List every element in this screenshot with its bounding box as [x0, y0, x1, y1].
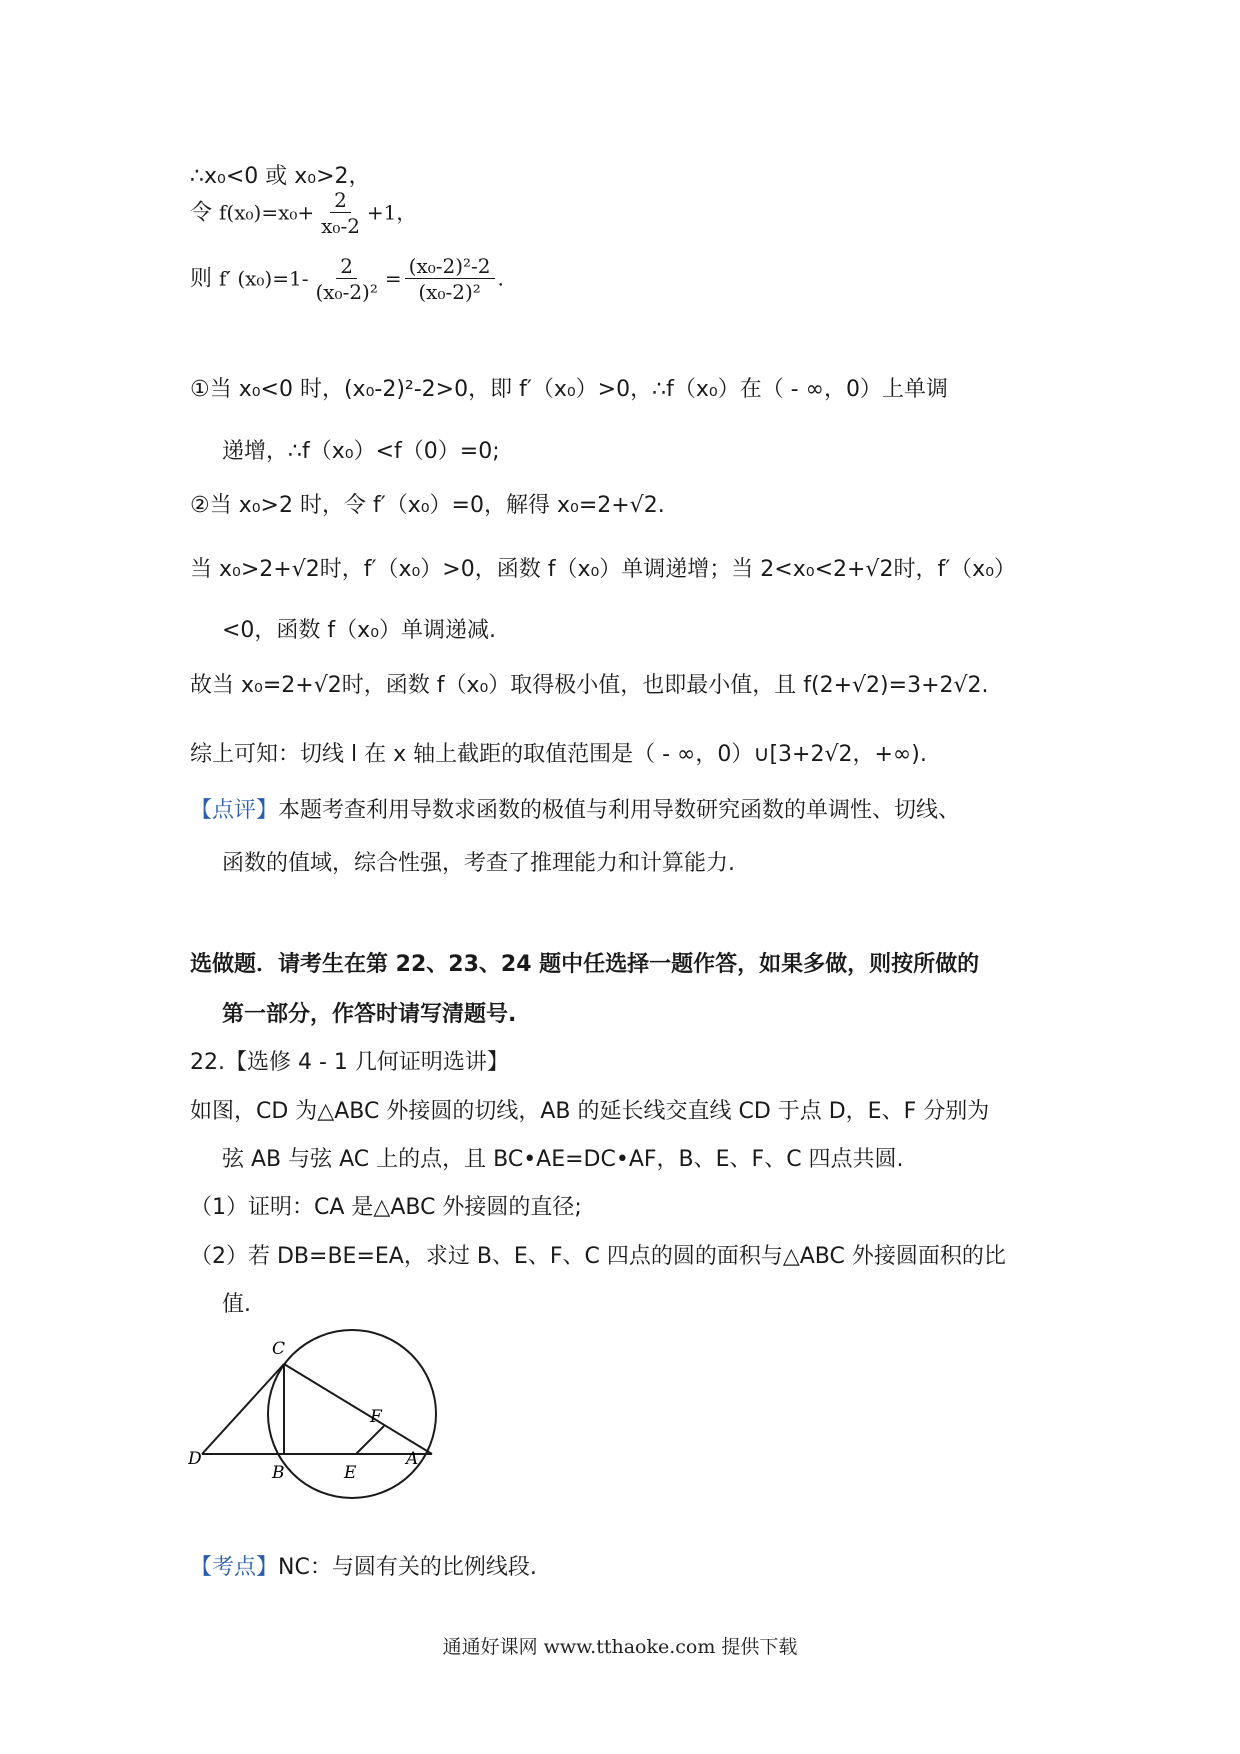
page-footer: 通通好课网 www.tthaoke.com 提供下载	[442, 1636, 798, 1658]
section-heading	[222, 1000, 516, 1030]
fraction	[317, 188, 364, 239]
denominator: (x₀-2)²	[418, 280, 481, 304]
text: 递增，∴f（x₀）<f（0）=0;	[222, 439, 500, 464]
text: 本题考查利用导数求函数的极值与利用导数研究函数的单调性、切线、	[278, 798, 961, 823]
formula-text: +1，	[366, 200, 417, 225]
text-line	[190, 740, 927, 770]
text-line	[222, 1290, 251, 1320]
text: （1）证明：CA 是△ABC 外接圆的直径;	[190, 1195, 582, 1220]
comment-line	[190, 796, 960, 826]
numerator: 2	[336, 254, 357, 279]
text: 弦 AB 与弦 AC 上的点，且 BC•AE=DC•AF，B、E、F、C 四点共圆.	[222, 1147, 904, 1172]
denominator: x₀-2	[321, 214, 360, 238]
formula-line	[190, 254, 504, 305]
text: 则	[190, 266, 213, 292]
text-line	[190, 555, 1016, 585]
comment-tag: 【点评】	[190, 798, 279, 823]
numerator: (x₀-2)²-2	[405, 254, 495, 279]
text: 第一部分，作答时请写清题号.	[222, 1002, 517, 1027]
formula-line	[190, 188, 416, 239]
text: ②当 x₀>2 时，令 f′（x₀）=0，解得 x₀=2+√2.	[190, 493, 665, 518]
text: <0，函数 f（x₀）单调递减.	[222, 618, 497, 643]
point-label-a: A	[406, 1449, 419, 1469]
text: ①当 x₀<0 时，(x₀-2)²-2>0，即 f′（x₀）>0，∴f（x₀）在（ - ∞，0）上单调	[190, 377, 948, 402]
text: 值.	[222, 1292, 251, 1317]
text-line	[190, 1193, 582, 1223]
text-line	[190, 671, 989, 701]
fraction	[405, 254, 495, 305]
text-line	[190, 1097, 989, 1127]
text: 如图，CD 为△ABC 外接圆的切线，AB 的延长线交直线 CD 于点 D，E、F 分别为	[190, 1099, 990, 1124]
knowledge-point-tag: 【考点】	[190, 1555, 279, 1580]
text: ∴x₀<0 或 x₀>2，	[190, 164, 371, 189]
segment-ca	[284, 1364, 432, 1454]
question-number	[190, 1048, 509, 1078]
text-line	[190, 491, 665, 521]
geometry-figure	[188, 1328, 448, 1504]
point-label-e: E	[344, 1463, 357, 1483]
text-line	[222, 437, 500, 467]
formula-text: .	[497, 266, 504, 291]
text: （2）若 DB=BE=EA，求过 B、E、F、C 四点的圆的面积与△ABC 外接圆面积的比	[190, 1244, 1006, 1269]
text: 22.【选修 4 - 1 几何证明选讲】	[190, 1050, 509, 1075]
point-label-c: C	[272, 1339, 286, 1359]
text: 综上可知：切线 l 在 x 轴上截距的取值范围是（ - ∞，0）∪[3+2√2，+∞).	[190, 742, 927, 767]
denominator: (x₀-2)²	[315, 280, 378, 304]
text: 当 x₀>2+√2时，f′（x₀）>0，函数 f（x₀）单调递增；当 2<x₀<2+√2时，f′（x₀）	[190, 557, 1017, 582]
fraction	[311, 254, 381, 305]
text: 函数的值域，综合性强，考查了推理能力和计算能力.	[222, 851, 735, 876]
section-heading	[190, 950, 979, 980]
point-label-d: D	[188, 1449, 202, 1469]
formula-text: f′ (x₀)=1-	[219, 266, 309, 291]
text-line	[190, 1242, 1006, 1272]
point-label-f: F	[370, 1407, 382, 1427]
text-line	[222, 616, 496, 646]
text: 故当 x₀=2+√2时，函数 f（x₀）取得极小值，也即最小值，且 f(2+√2)=3+2√2.	[190, 673, 989, 698]
text: NC：与圆有关的比例线段.	[278, 1555, 537, 1580]
point-label-b: B	[272, 1463, 285, 1483]
text: 选做题．请考生在第 22、23、24 题中任选择一题作答，如果多做，则按所做的	[190, 952, 980, 977]
text-line	[190, 375, 948, 405]
text-line	[222, 1145, 904, 1175]
formula-text: f(x₀)=x₀+	[219, 200, 315, 225]
formula-text: =	[384, 266, 402, 291]
knowledge-point-line	[190, 1553, 537, 1583]
text-line	[222, 849, 735, 879]
text: 令	[190, 200, 213, 226]
segment-ef	[356, 1426, 384, 1454]
numerator: 2	[330, 188, 351, 213]
